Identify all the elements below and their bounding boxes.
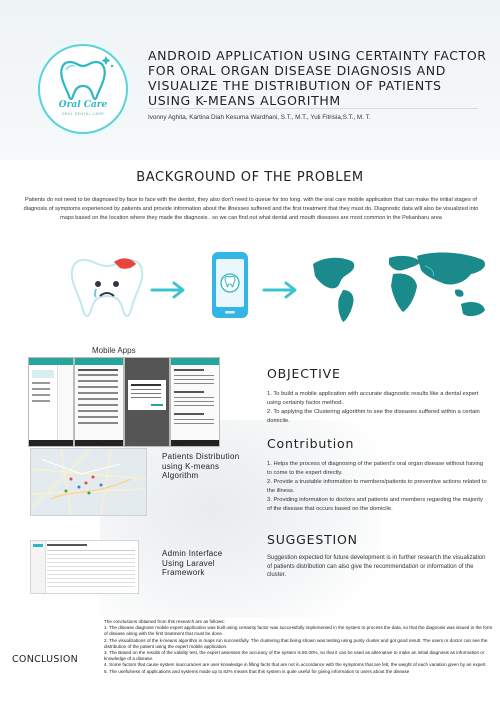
contribution-item: 2. Provide a trustable information to members/patients to preventive actions related to the illness. xyxy=(267,479,487,494)
arrow-right-icon xyxy=(262,280,302,300)
objective-title: OBJECTIVE xyxy=(267,366,341,381)
objective-text xyxy=(267,390,489,426)
arrow-right-icon xyxy=(150,280,190,300)
map-icon xyxy=(31,449,146,515)
patients-caption: Patients Distribution using K-means Algorithm xyxy=(162,452,240,480)
authors: Ivonny Aghita, Kartina Diah Kesuma Wardhani, S.T., M.T., Yuli Fitrisia,S.T., M. T. xyxy=(148,114,371,121)
conclusion-text xyxy=(104,619,494,675)
conclusion-label: CONCLUSION xyxy=(12,654,79,665)
contribution-title: Contribution xyxy=(267,436,355,451)
logo-name: Oral Care xyxy=(58,100,108,110)
sick-tooth-icon xyxy=(62,250,152,330)
suggestion-text: Suggestion expected for future development is in further research the visualization of patients distribution can also give the recommendation or information of the cluster. xyxy=(267,555,486,578)
admin-interface-screenshot xyxy=(30,540,139,594)
objective-item: 2. To applying the Clustering algorithm to see the diseases suffered within a certain domicile. xyxy=(267,409,480,424)
smartphone-icon xyxy=(210,250,250,320)
admin-caption: Admin Interface Using Laravel Framework xyxy=(162,549,223,577)
contribution-item: 1. Helps the process of diagnosing of the patient's oral organ disease without having to come to the expert directly. xyxy=(267,461,484,476)
background-title: BACKGROUND OF THE PROBLEM xyxy=(136,170,364,185)
mobile-apps-label: Mobile Apps xyxy=(92,346,136,355)
background-text: Patients do not need to be diagnosed by face to face with the dentist, they also don't need to queue for too long. with the oral care mobile application that can make the initial stages of diagnosis of symptoms experienced by patients and provide information about the illnesses suffered and the first treatment that they must do. Diagnostic data will also be visualized into maps based on the location where they made the diagnosis . so we can find out what dental and mouth diseases are most common in the Pekanbaru area xyxy=(23,197,479,221)
contribution-item: 3. Providing information to doctors and patients and members regarding the majority of the disease that occurs based on the domicile. xyxy=(267,497,483,512)
suggestion-title: SUGGESTION xyxy=(267,532,358,547)
app-screenshot-symptoms xyxy=(74,357,124,447)
conclusion-item: 4. Some factors that cause system inaccuracies are user knowledge in filling facts that are not in accordance with the symptoms that are felt, the weight of each variation given by an expert. xyxy=(104,662,487,668)
tooth-logo-icon xyxy=(40,46,126,132)
logo-tagline: ORAL DENTAL CARE xyxy=(61,112,105,116)
conclusion-item: 5. The usefulness of applications and systems made up to 82% means that this system is quite useful for giving information to users about the disease xyxy=(104,668,410,674)
contribution-text xyxy=(267,460,489,514)
app-screenshot-menu xyxy=(28,357,74,447)
poster-title: ANDROID APPLICATION USING CERTAINTY FACTOR FOR ORAL ORGAN DISEASE DIAGNOSIS AND VISUALIZE THE DISTRIBUTION OF PATIENTS USING K-MEANS ALGORITHM xyxy=(148,48,487,108)
objective-item: 1. To build a mobile application with accurate diagnostic results like a dental expert using certainty factor method. xyxy=(267,391,479,406)
patients-map-screenshot xyxy=(30,448,147,516)
oral-care-logo xyxy=(38,44,128,134)
conclusion-item: 1. The disease diagnose mobile expert application was built using certainty factor was successfully implemented in the system to process the data, so that the diagnosis was issued in the form of disease along with the first treatment that must be done. xyxy=(104,625,493,637)
mobile-app-screenshots xyxy=(28,357,218,445)
world-map-icon xyxy=(305,246,495,326)
conclusion-item: 2. The visualizations of the k-means algorithm in maps run successfully. The clustering that being shown was testing using purity cluster and got good result. The users or doctor can see the distribution of the patient using the expert mobile application. xyxy=(104,637,488,649)
divider xyxy=(148,108,478,109)
illustration-row xyxy=(0,236,500,336)
conclusion-intro: The conclusions obtained from this research are as follows: xyxy=(104,619,225,624)
app-screenshot-result xyxy=(170,357,220,447)
conclusion-item: 3. The Based on the results of the validity test, the expert assesses the accuracy of the system is 80.00%, so that it can be used as alternative to make an initial diagnosis as information or knowledge of a disease. xyxy=(104,650,485,662)
app-screenshot-dialog xyxy=(124,357,170,447)
